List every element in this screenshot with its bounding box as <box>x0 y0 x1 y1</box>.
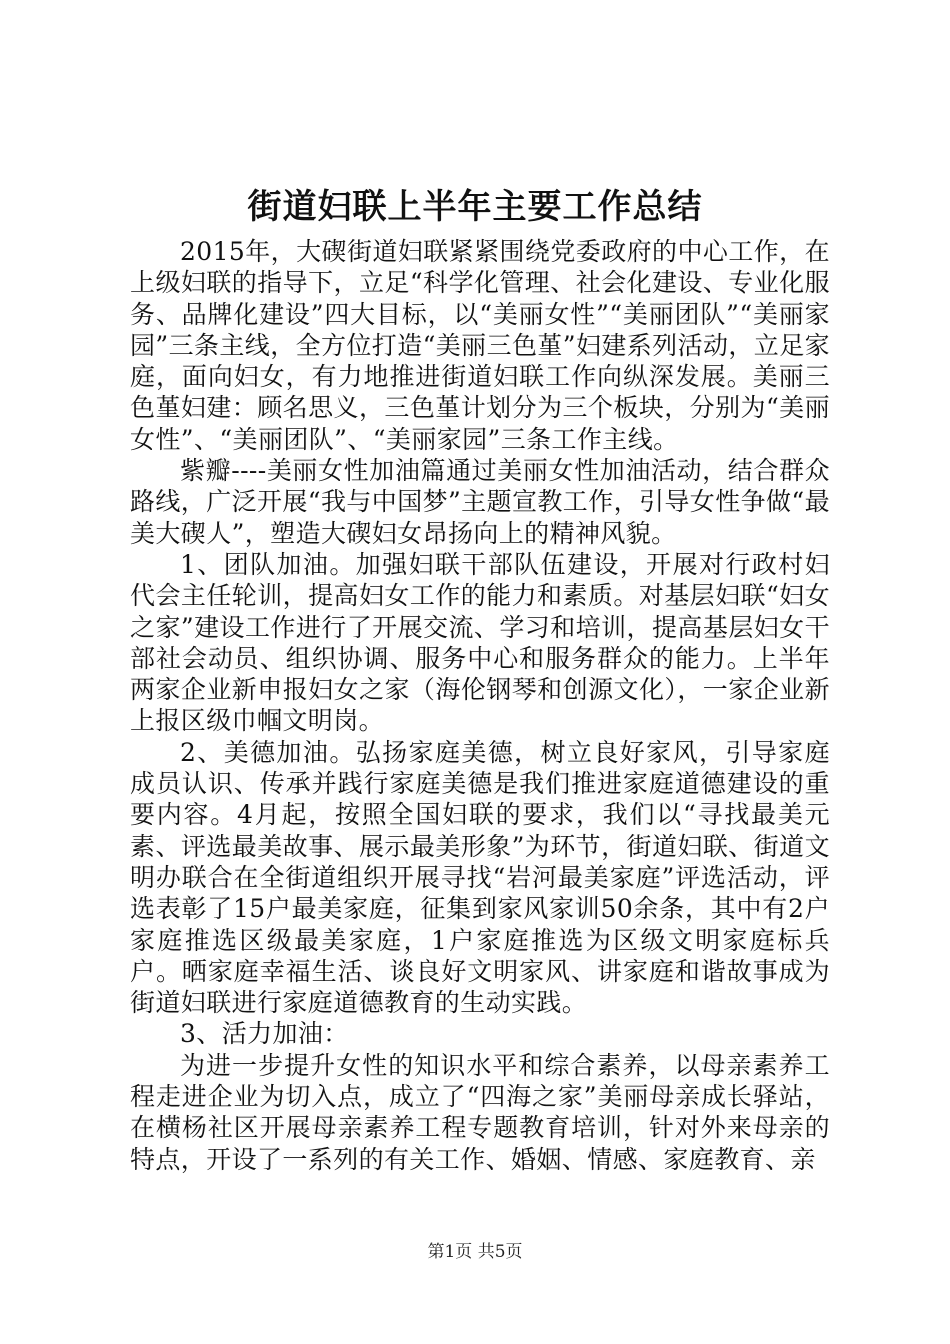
paragraph-purple-petal: 紫瓣----美丽女性加油篇通过美丽女性加油活动，结合群众路线，广泛开展“我与中国梦”主题宣教工作，引导女性争做“最美大碶人”，塑造大碶妇女昂扬向上的精神风貌。 <box>130 456 830 548</box>
paragraph-vitality: 为进一步提升女性的知识水平和综合素养，以母亲素养工程走进企业为切入点，成立了“四海之家”美丽母亲成长驿站，在横杨社区开展母亲素养工程专题教育培训，针对外来母亲的特点，开设了一系列的有关工作、婚姻、情感、家庭教育、亲 <box>130 1050 830 1174</box>
paragraph-virtue: 2、美德加油。弘扬家庭美德，树立良好家风，引导家庭成员认识、传承并践行家庭美德是我们推进家庭道德建设的重要内容。4月起，按照全国妇联的要求，我们以“寻找最美元素、评选最美故事、展示最美形象”为环节，街道妇联、街道文明办联合在全街道组织开展寻找“岩河最美家庭”评选活动，评选表彰了15户最美家庭，征集到家风家训50余条，其中有2户家庭推选区级最美家庭，1户家庭推选为区级文明家庭标兵户。晒家庭幸福生活、谈良好文明家风、讲家庭和谐故事成为街道妇联进行家庭道德教育的生动实践。 <box>130 737 830 1018</box>
paragraph-vitality-heading: 3、活力加油： <box>180 1019 349 1049</box>
paragraph-intro: 2015年，大碶街道妇联紧紧围绕党委政府的中心工作，在上级妇联的指导下，立足“科学化管理、社会化建设、专业化服务、品牌化建设”四大目标，以“美丽女性”“美丽团队”“美丽家园”三条主线，全方位打造“美丽三色堇”妇建系列活动，立足家庭，面向妇女，有力地推进街道妇联工作向纵深发展。美丽三色堇妇建：顾名思义，三色堇计划分为三个板块，分别为“美丽女性”、“美丽团队”、“美丽家园”三条工作主线。 <box>130 237 830 454</box>
page-footer: 第1页 共5页 <box>427 1242 523 1262</box>
paragraph-team: 1、团队加油。加强妇联干部队伍建设，开展对行政村妇代会主任轮训，提高妇女工作的能力和素质。对基层妇联“妇女之家”建设工作进行了开展交流、学习和培训，提高基层妇女干部社会动员、组织协调、服务中心和服务群众的能力。上半年两家企业新申报妇女之家（海伦钢琴和创源文化），一家企业新上报区级巾帼文明岗。 <box>130 549 830 736</box>
document-body <box>130 236 830 1175</box>
document-title: 街道妇联上半年主要工作总结 <box>247 187 703 227</box>
